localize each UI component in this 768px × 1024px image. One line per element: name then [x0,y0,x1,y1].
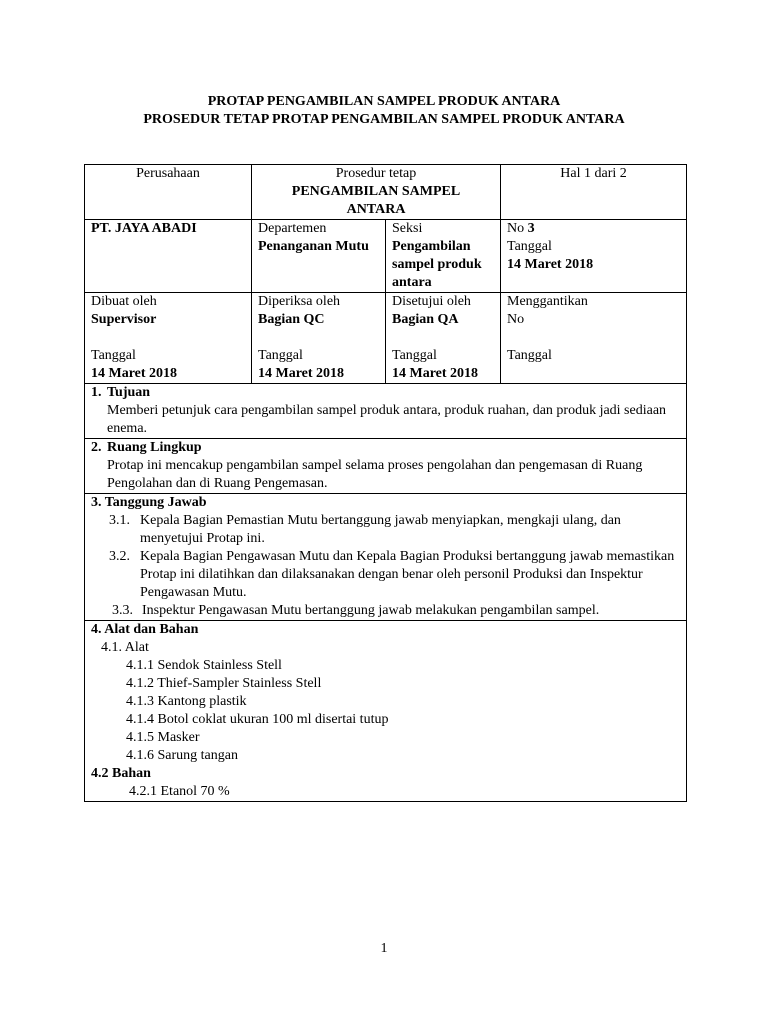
list-item [91,512,680,548]
made-by-cell [85,293,252,384]
replaces-value: No [507,312,525,327]
header-row-2 [85,220,687,293]
doc-number [507,220,680,238]
section-number: 2. [91,440,102,455]
approved-date-label: Tanggal [392,348,437,363]
checked-by-value: Bagian QC [258,312,325,327]
section-title: Ruang Lingkup [107,440,202,455]
section-text: Memberi petunjuk cara pengambilan sampel produk antara, produk ruahan, dan produk jadi sediaan enema. [107,403,667,436]
section-tanggung-jawab [85,494,687,621]
list-item: 4.1.4 Botol coklat ukuran 100 ml disertai tutup [126,712,389,727]
page-info-cell [501,165,687,220]
section-alat-bahan [85,621,687,802]
company-label: Perusahaan [136,166,200,181]
section-title: Tujuan [107,385,151,400]
procedure-name: PENGAMBILAN SAMPEL ANTARA [291,184,461,217]
approved-by-cell [386,293,501,384]
replaces-date-label: Tanggal [507,348,552,363]
list-item-text: Inspektur Pengawasan Mutu bertanggung jawab melakukan pengambilan sampel. [142,603,600,618]
doc-number-value: 3 [527,221,535,236]
checked-date-label: Tanggal [258,348,303,363]
department-cell [252,220,386,293]
page-number: 1 [380,941,388,956]
section-ruang-lingkup [85,439,687,494]
subsection-title: 4.1. Alat [101,640,149,655]
subsection-title: 4.2 Bahan [91,766,151,781]
made-by-value: Supervisor [91,312,157,327]
company-label-cell [85,165,252,220]
protap-table [84,164,687,802]
section-text: Protap ini mencakup pengambilan sampel selama proses pengolahan dan pengemasan di Ruang Pengolahan dan di Ruang Pengemasan. [107,458,643,491]
section-heading [91,384,680,402]
list-item-number: 3.3. [112,603,133,618]
department-label: Departemen [258,221,327,236]
approved-by-value: Bagian QA [392,312,459,327]
procedure-cell [252,165,501,220]
replaces-cell [501,293,687,384]
document-title: PROTAP PENGAMBILAN SAMPEL PRODUK ANTARA [207,94,561,109]
company-name: PT. JAYA ABADI [91,221,197,236]
approved-by-label: Disetujui oleh [392,294,471,309]
list-item: 4.1.5 Masker [126,730,200,745]
checked-date-value: 14 Maret 2018 [258,366,345,381]
header-row-1 [85,165,687,220]
checked-by-cell [252,293,386,384]
made-date-label: Tanggal [91,348,136,363]
department-value: Penanganan Mutu [258,239,369,254]
document-subtitle: PROSEDUR TETAP PROTAP PENGAMBILAN SAMPEL PRODUK ANTARA [143,112,625,127]
approval-row [85,293,687,384]
company-name-cell [85,220,252,293]
section-heading [91,439,680,457]
list-item-text: Kepala Bagian Pemastian Mutu bertanggung jawab menyiapkan, mengkaji ulang, dan menyetujui Protap ini. [140,513,621,546]
made-by-label: Dibuat oleh [91,294,157,309]
doc-number-label: No [507,221,525,236]
list-item [91,548,680,602]
list-item-number: 3.1. [109,513,130,528]
list-item: 4.1.6 Sarung tangan [126,748,238,763]
doc-date-value: 14 Maret 2018 [507,257,594,272]
list-item: 4.1.1 Sendok Stainless Stell [126,658,282,673]
section-value: Pengambilan sampel produk antara [392,239,482,290]
made-date-value: 14 Maret 2018 [91,366,178,381]
list-item: 4.2.1 Etanol 70 % [129,784,230,799]
doc-number-cell [501,220,687,293]
list-item-text: Kepala Bagian Pengawasan Mutu dan Kepala Bagian Produksi bertanggung jawab memastikan Protap ini dilatihkan dan dilaksanakan dengan benar oleh personil Produksi dan Inspektur Pengawasan Mutu. [140,549,675,600]
replaces-label: Menggantikan [507,294,588,309]
list-item: 4.1.3 Kantong plastik [126,694,247,709]
list-item [91,602,680,620]
page-info: Hal 1 dari 2 [560,166,627,181]
section-cell [386,220,501,293]
list-item: 4.1.2 Thief-Sampler Stainless Stell [126,676,322,691]
approved-date-value: 14 Maret 2018 [392,366,479,381]
doc-date-label: Tanggal [507,239,552,254]
procedure-label: Prosedur tetap [335,166,417,181]
section-number: 1. [91,385,102,400]
section-label: Seksi [392,221,423,236]
section-tujuan [85,384,687,439]
list-item-number: 3.2. [109,549,130,564]
section-title: 3. Tanggung Jawab [91,495,207,510]
section-title: 4. Alat dan Bahan [91,622,199,637]
checked-by-label: Diperiksa oleh [258,294,341,309]
